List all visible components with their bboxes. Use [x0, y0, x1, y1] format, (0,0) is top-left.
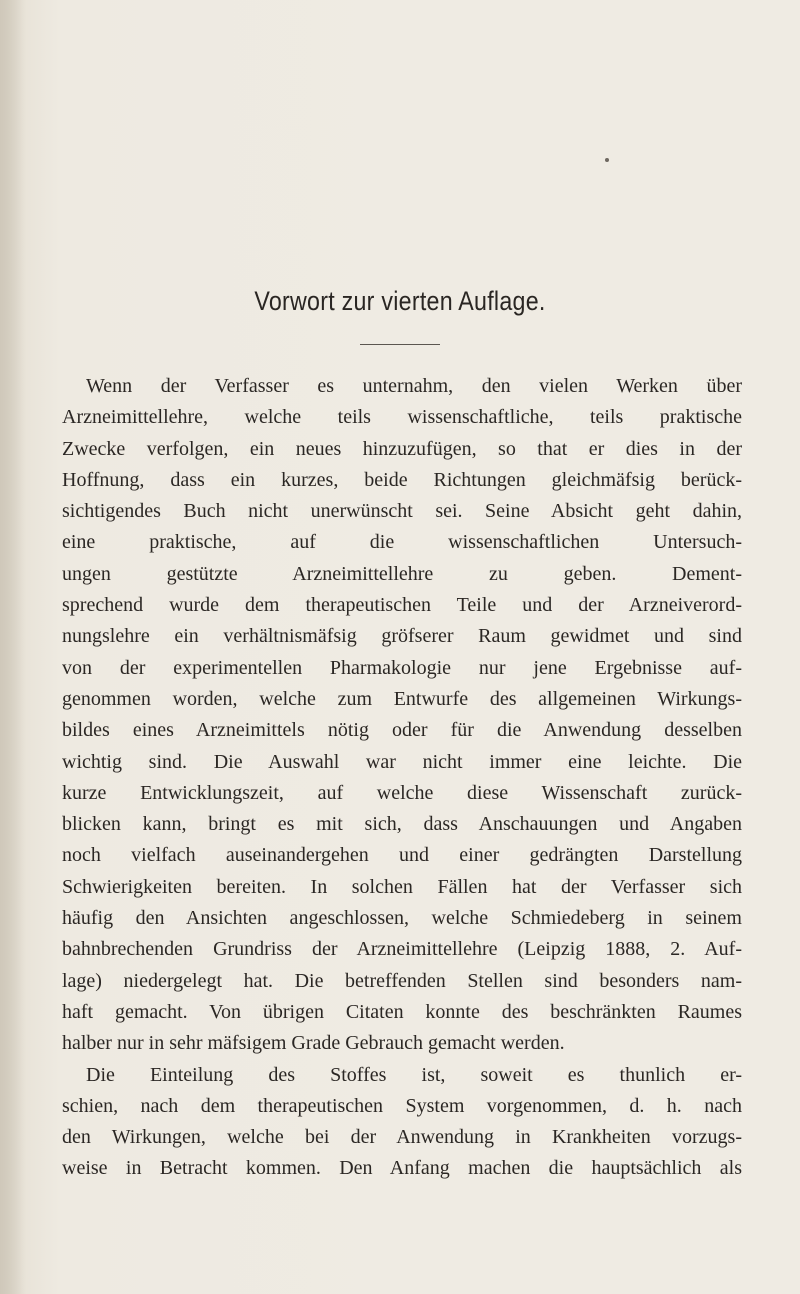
text-line: sichtigendes Buch nicht unerwünscht sei. Seine Absicht geht dahin, — [62, 500, 742, 523]
title-divider — [360, 344, 440, 345]
text-line: bahnbrechenden Grundriss der Arzneimittellehre (Leipzig 1888, 2. Auf- — [62, 938, 742, 961]
text-line: noch vielfach auseinandergehen und einer gedrängten Darstellung — [62, 844, 742, 867]
text-line: Arzneimittellehre, welche teils wissenschaftliche, teils praktische — [62, 406, 742, 429]
text-line: halber nur in sehr mäfsigem Grade Gebrauch gemacht werden. — [62, 1032, 565, 1055]
text-line: eine praktische, auf die wissenschaftlichen Untersuch- — [62, 531, 742, 554]
text-line: kurze Entwicklungszeit, auf welche diese Wissenschaft zurück- — [62, 781, 742, 804]
text-line: von der experimentellen Pharmakologie nur jene Ergebnisse auf- — [62, 656, 742, 679]
text-line: genommen worden, welche zum Entwurfe des allgemeinen Wirkungs- — [62, 687, 742, 710]
text-line: nungslehre ein verhältnismäfsig gröfserer Raum gewidmet und sind — [62, 625, 742, 648]
text-line: ungen gestützte Arzneimittellehre zu geben. Dement- — [62, 562, 742, 585]
text-line: haft gemacht. Von übrigen Citaten konnte des beschränkten Raumes — [62, 1000, 742, 1023]
text-line: häufig den Ansichten angeschlossen, welche Schmiedeberg in seinem — [62, 907, 742, 930]
preface-body — [62, 371, 742, 1185]
text-line: Hoffnung, dass ein kurzes, beide Richtungen gleichmäfsig berück- — [62, 468, 742, 491]
text-line: bildes eines Arzneimittels nötig oder für die Anwendung desselben — [62, 719, 742, 742]
page-binding-shadow — [0, 0, 26, 1294]
text-line: Die Einteilung des Stoffes ist, soweit es thunlich er- — [86, 1063, 742, 1086]
text-line: Schwierigkeiten bereiten. In solchen Fällen hat der Verfasser sich — [62, 875, 742, 898]
text-line: weise in Betracht kommen. Den Anfang machen die hauptsächlich als — [62, 1157, 742, 1180]
text-line: lage) niedergelegt hat. Die betreffenden Stellen sind besonders nam- — [62, 969, 742, 992]
text-line: Zwecke verfolgen, ein neues hinzuzufügen, so that er dies in der — [62, 437, 742, 460]
ink-speck — [605, 158, 609, 162]
text-line: Wenn der Verfasser es unternahm, den vielen Werken über — [86, 375, 742, 397]
page-title: Vorwort zur vierten Auflage. — [254, 286, 546, 316]
text-line: schien, nach dem therapeutischen System vorgenommen, d. h. nach — [62, 1094, 742, 1117]
text-line: blicken kann, bringt es mit sich, dass Anschauungen und Angaben — [62, 813, 742, 836]
text-line: sprechend wurde dem therapeutischen Teile und der Arzneiverord- — [62, 594, 742, 617]
text-line: wichtig sind. Die Auswahl war nicht immer eine leichte. Die — [62, 750, 742, 773]
text-line: den Wirkungen, welche bei der Anwendung in Krankheiten vorzugs- — [62, 1126, 742, 1149]
